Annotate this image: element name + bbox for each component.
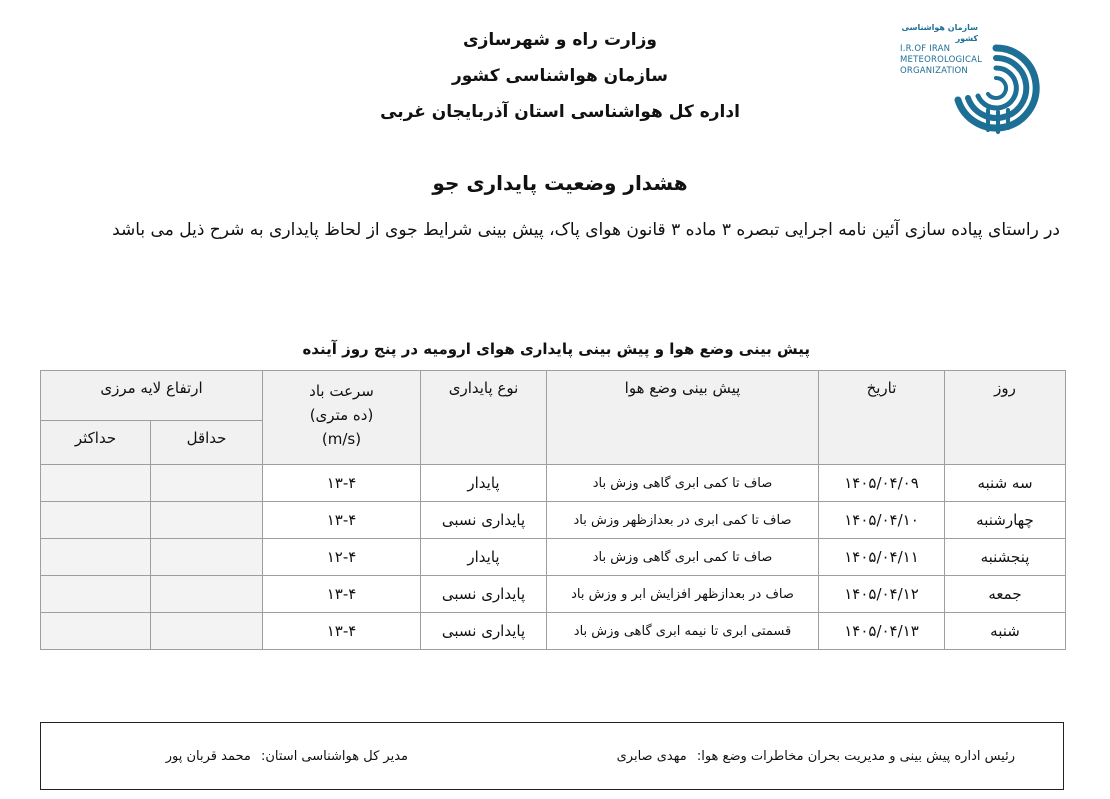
- cell-day: شنبه: [945, 613, 1066, 650]
- header-boundary-layer: ارتفاع لایه مرزی: [41, 371, 263, 421]
- table-row: [41, 539, 1066, 576]
- table-caption: پیش بینی وضع هوا و پیش بینی پایداری هوای ارومیه در پنج روز آینده: [302, 340, 810, 358]
- forecast-head-signature: [617, 749, 1015, 764]
- cell-min: [151, 502, 263, 539]
- cell-forecast: صاف تا کمی ابری در بعدازظهر وزش باد: [547, 502, 819, 539]
- logo-text-en-2: METEOROLOGICAL: [900, 55, 983, 65]
- table-row: [41, 576, 1066, 613]
- cell-date: ۱۴۰۵/۰۴/۱۱: [819, 539, 945, 576]
- logo-text-fa: سازمان هواشناسی کشور: [901, 23, 978, 43]
- logo-text-en-1: I.R.OF IRAN: [900, 44, 951, 54]
- cell-day: چهارشنبه: [945, 502, 1066, 539]
- cell-min: [151, 576, 263, 613]
- director-general-name: محمد قربان پور: [165, 749, 251, 764]
- forecast-head-role: رئیس اداره پیش بینی و مدیریت بحران مخاطرات وضع هوا:: [696, 749, 1015, 764]
- document-title: هشدار وضعیت پایداری جو: [432, 171, 688, 195]
- cell-wind: ۱۲-۴: [263, 539, 421, 576]
- cell-forecast: صاف در بعدازظهر افزایش ابر و وزش باد: [547, 576, 819, 613]
- director-general-role: مدیر کل هواشناسی استان:: [260, 749, 408, 764]
- cell-wind: ۱۳-۴: [263, 613, 421, 650]
- cell-max: [41, 539, 151, 576]
- header-wind-line2: (ده متری): [309, 406, 374, 424]
- forecast-table: [40, 370, 1066, 650]
- cell-stability: پایدار: [421, 465, 547, 502]
- organization-name: سازمان هواشناسی کشور: [451, 66, 668, 86]
- cell-date: ۱۴۰۵/۰۴/۱۲: [819, 576, 945, 613]
- cell-stability: پایداری نسبی: [421, 613, 547, 650]
- intro-paragraph: در راستای پیاده سازی آئین نامه اجرایی تبصره ۳ ماده ۳ قانون هوای پاک، پیش بینی شرایط جوی از لحاظ پایداری به شرح ذیل می باشد: [112, 220, 1060, 240]
- cell-max: [41, 465, 151, 502]
- cell-min: [151, 539, 263, 576]
- cell-min: [151, 465, 263, 502]
- cell-forecast: قسمتی ابری تا نیمه ابری گاهی وزش باد: [547, 613, 819, 650]
- header-wind-line3: (m/s): [321, 430, 362, 448]
- cell-day: جمعه: [945, 576, 1066, 613]
- cell-date: ۱۴۰۵/۰۴/۱۰: [819, 502, 945, 539]
- ministry-name: وزارت راه و شهرسازی: [462, 30, 657, 50]
- director-general-signature: [166, 749, 408, 764]
- cell-wind: ۱۳-۴: [263, 502, 421, 539]
- cell-forecast: صاف تا کمی ابری گاهی وزش باد: [547, 465, 819, 502]
- cell-min: [151, 613, 263, 650]
- department-name: اداره کل هواشناسی استان آذربایجان غربی: [380, 102, 740, 122]
- cell-day: سه شنبه: [945, 465, 1066, 502]
- cell-stability: پایداری نسبی: [421, 576, 547, 613]
- cell-wind: ۱۳-۴: [263, 465, 421, 502]
- table-row: [41, 613, 1066, 650]
- signature-box: [40, 722, 1064, 790]
- header-max: حداکثر: [41, 421, 151, 465]
- header-day: روز: [945, 371, 1066, 465]
- forecast-head-name: مهدی صابری: [616, 749, 687, 764]
- cell-max: [41, 613, 151, 650]
- header-stability: نوع پایداری: [421, 371, 547, 465]
- cell-forecast: صاف تا کمی ابری گاهی وزش باد: [547, 539, 819, 576]
- header-min: حداقل: [151, 421, 263, 465]
- cell-stability: پایداری نسبی: [421, 502, 547, 539]
- cell-max: [41, 502, 151, 539]
- cell-max: [41, 576, 151, 613]
- meteorological-organization-logo: [900, 22, 1050, 142]
- cell-day: پنجشنبه: [945, 539, 1066, 576]
- spiral-emblem-icon: [948, 40, 1044, 136]
- logo-text-en-3: ORGANIZATION: [900, 66, 968, 76]
- header-forecast: پیش بینی وضع هوا: [547, 371, 819, 465]
- cell-wind: ۱۳-۴: [263, 576, 421, 613]
- header-wind-speed: [263, 371, 421, 465]
- cell-date: ۱۴۰۵/۰۴/۱۳: [819, 613, 945, 650]
- table-row: [41, 465, 1066, 502]
- header-date: تاریخ: [819, 371, 945, 465]
- cell-date: ۱۴۰۵/۰۴/۰۹: [819, 465, 945, 502]
- table-row: [41, 502, 1066, 539]
- cell-stability: پایدار: [421, 539, 547, 576]
- header-wind-line1: سرعت باد: [309, 382, 374, 400]
